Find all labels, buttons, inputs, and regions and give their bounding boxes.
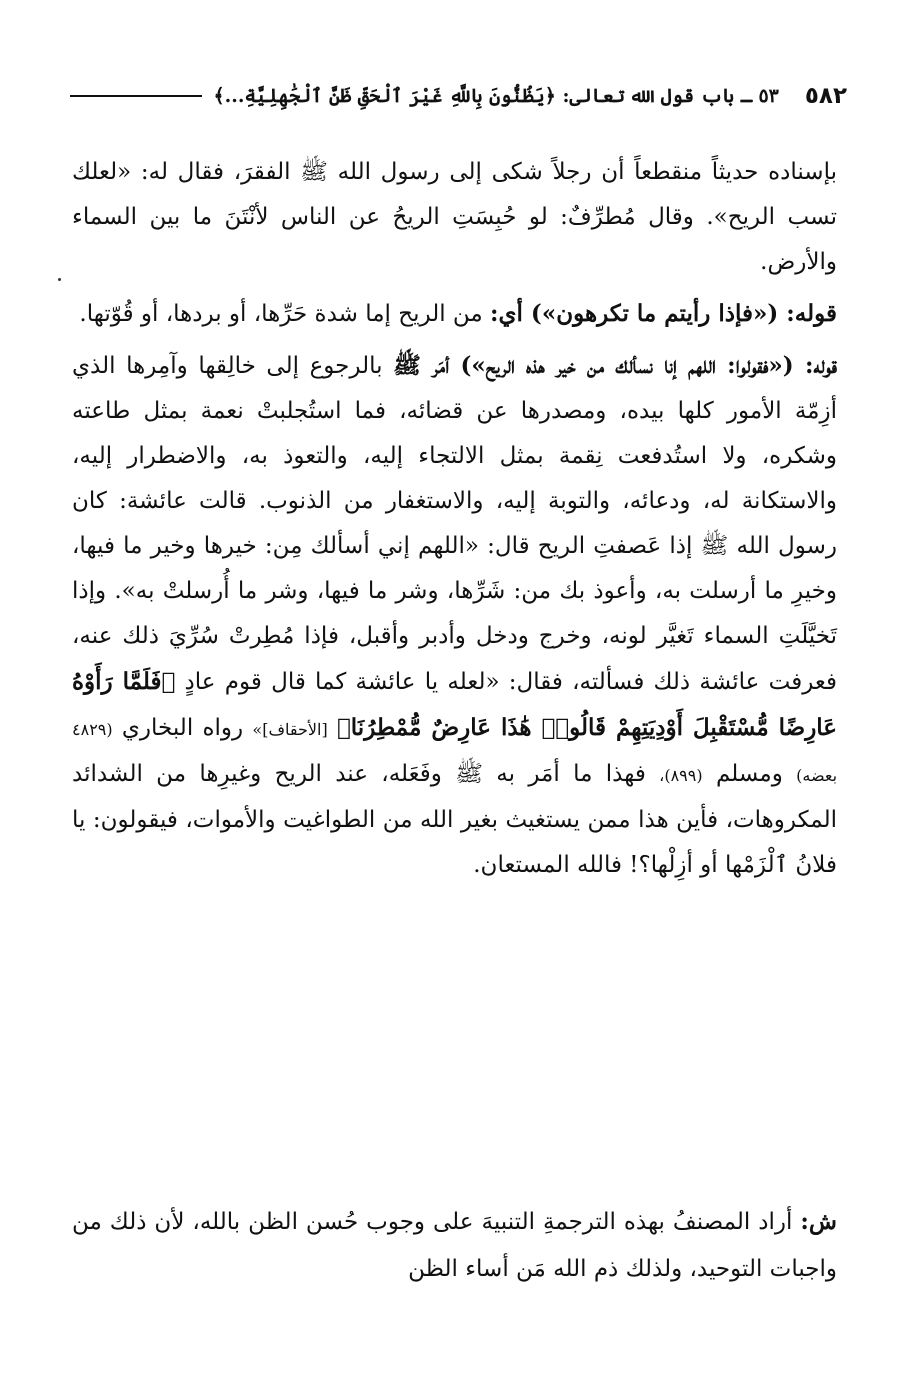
bukhari-reference: (٤٨٢٩ بعضه) bbox=[72, 720, 838, 785]
paragraph-3-text-d: فهذا ما أمَر به ﷺ وفَعَله، عند الريح وغيرِها من الشدائد المكروهات، فأين هذا ممن يستغيث بغير الله من الطواغيت والأموات، فيقولون: يا فلانُ ٱلْزَمْها أو أزِلْها؟! فالله المستعان. bbox=[72, 761, 837, 878]
paragraph-2-heading: قوله: («فإذا رأيتم ما تكرهون») أي: bbox=[490, 300, 837, 327]
paragraph-3-text-a: بالرجوع إلى خالِقها وآمِرها الذي أزِمّة الأمور كلها بيده، ومصدرها عن قضائه، فما استُجلبتْ نعمة بمثل طاعته وشكره، ولا استُدفعت نِقمة بمثل الالتجاء إليه، والتعوذ به، والاضطرار إليه، والاستكانة له، ودعائه، والتوبة إليه، والاستغفار من الذنوب. قالت عائشة: كان رسول الله ﷺ إذا عَصفتِ الريح قال: «اللهم إني أسألك مِن: خيرها وخير ما فيها، وخيرِ ما أرسلت به، وأعوذ بك من: شَرِّها، وشر ما فيها، وشر ما أُرسلتْ به». وإذا تَخيَّلَتِ السماء تَغيَّر لونه، وخرج ودخل وأدبر وأقبل، فإذا مُطِرتْ سُرِّيَ ذلك عنه، فعرفت عائشة ذلك فسألته، فقال: «لعله يا عائشة كما قال قوم عادٍ bbox=[72, 353, 837, 695]
main-text bbox=[72, 150, 837, 888]
paragraph-2 bbox=[72, 291, 837, 337]
surah-reference: [الأحقاف]» bbox=[252, 720, 328, 739]
running-title: ٥٣ ـ باب قول الله تعالى: ﴿يَظُنُّونَ بِاللَّهِ غَيْرَ ٱلْحَقِّ ظَنَّ ٱلْجَٰهِلِيَّةِ...﴾ bbox=[213, 85, 779, 107]
paragraph-3-text-b: رواه البخاري bbox=[121, 715, 244, 741]
commentary bbox=[72, 1198, 837, 1293]
quran-verse: ﴿فَلَمَّا رَأَوْهُ عَارِضًا مُّسْتَقْبِلَ أَوْدِيَتِهِمْ قَالُوا۟ هَٰذَا عَارِضٌ مُّمْطِرُنَا﴾ bbox=[72, 668, 838, 741]
header-rule bbox=[70, 95, 202, 97]
commentary-text: أراد المصنفُ بهذه الترجمةِ التنبيهَ على وجوب حُسن الظن بالله، لأن ذلك من واجبات التوحيد، ولذلك ذم الله مَن أساء الظن bbox=[72, 1209, 837, 1282]
paragraph-2-text: من الريح إما شدة حَرِّها، أو بردها، أو قُوّتها. bbox=[79, 301, 483, 327]
paragraph-3-heading: قوله: («فقولوا: اللهم إنا نسألك من خير هذه الريح») أمَر ﷺ bbox=[393, 352, 838, 379]
page-header bbox=[70, 76, 847, 116]
margin-mark bbox=[58, 278, 61, 281]
paragraph-3 bbox=[72, 343, 837, 888]
page-number: ٥٨٢ bbox=[804, 83, 847, 109]
paragraph-1: بإسناده حديثاً منقطعاً أن رجلاً شكى إلى رسول الله ﷺ الفقرَ، فقال له: «لعلك تسب الريح». وقال مُطرِّفٌ: لو حُبِسَتِ الريحُ عن الناس لأنْتَنَ ما بين السماء والأرض. bbox=[72, 159, 837, 275]
commentary-label: ش: bbox=[800, 1208, 837, 1235]
muslim-reference: (٨٩٩)، bbox=[659, 766, 703, 785]
paragraph-3-text-c: ومسلم bbox=[715, 761, 783, 787]
